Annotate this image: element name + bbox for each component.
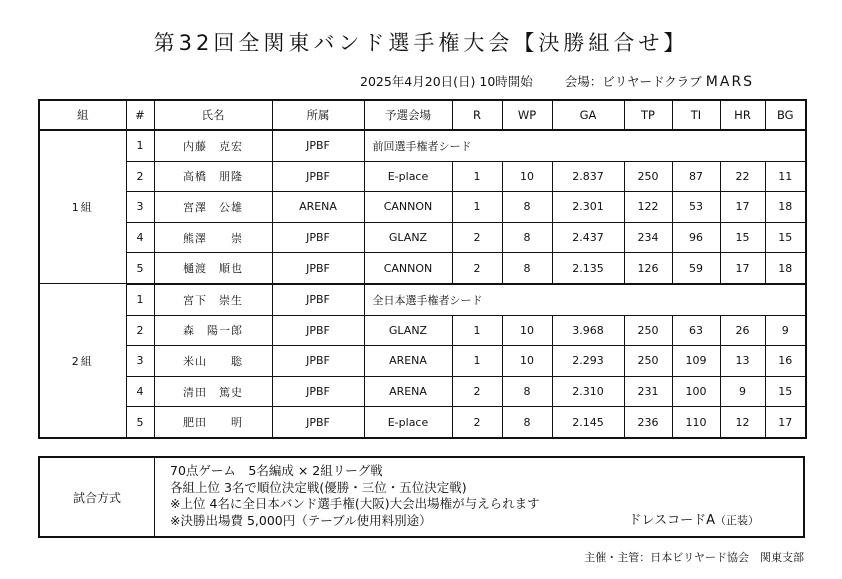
seed-note: 全日本選手権者シード [364,284,806,315]
stat-wp: 8 [502,253,552,284]
stat-r: 1 [452,192,502,223]
header-group: 組 [39,100,126,130]
venue-name: MARS [705,74,755,90]
player-number: 1 [126,284,154,315]
stat-r: 1 [452,161,502,192]
stat-ga: 2.310 [552,376,624,407]
stat-wp: 8 [502,376,552,407]
stat-bg: 11 [765,161,806,192]
stat-bg: 15 [765,222,806,253]
qualifier-venue: ARENA [364,346,452,377]
player-affiliation: JPBF [272,315,364,346]
stat-hr: 9 [720,376,765,407]
page-title: 第32回全関東バンド選手権大会【決勝組合せ】 [153,31,689,55]
bracket-table [38,99,807,439]
table-row [39,376,806,407]
player-number: 3 [126,346,154,377]
rule-line: 70点ゲーム 5名編成 × 2組リーグ戦 [170,463,383,478]
stat-tp: 122 [624,192,672,223]
match-format-details [170,463,540,529]
table-row [39,161,806,192]
stat-hr: 26 [720,315,765,346]
header-r: R [452,100,502,130]
player-affiliation: JPBF [272,222,364,253]
player-name: 肥田 明 [154,407,272,438]
player-affiliation: JPBF [272,284,364,315]
stat-tp: 236 [624,407,672,438]
stat-bg: 9 [765,315,806,346]
dress-code-text: ドレスコードA [628,513,715,528]
stat-ti: 53 [672,192,720,223]
player-name: 宮下 崇生 [154,284,272,315]
player-number: 4 [126,376,154,407]
group-label: 2組 [39,284,126,438]
stat-ga: 2.301 [552,192,624,223]
stat-ga: 3.968 [552,315,624,346]
stat-ti: 110 [672,407,720,438]
stat-hr: 12 [720,407,765,438]
player-name: 宮澤 公雄 [154,192,272,223]
qualifier-venue: CANNON [364,192,452,223]
stat-wp: 8 [502,407,552,438]
player-number: 3 [126,192,154,223]
player-number: 5 [126,253,154,284]
table-row [39,253,806,284]
stat-ga: 2.437 [552,222,624,253]
qualifier-venue: CANNON [364,253,452,284]
stat-ti: 63 [672,315,720,346]
player-affiliation: JPBF [272,253,364,284]
player-name: 熊澤 崇 [154,222,272,253]
match-format-box [38,456,805,538]
stat-ti: 100 [672,376,720,407]
group-label: 1組 [39,130,126,284]
dress-code-note: （正装） [715,514,759,527]
stat-tp: 250 [624,315,672,346]
player-name: 内藤 克宏 [154,130,272,161]
player-affiliation: ARENA [272,192,364,223]
stat-tp: 126 [624,253,672,284]
player-number: 1 [126,130,154,161]
table-row [39,130,806,161]
stat-hr: 17 [720,253,765,284]
stat-bg: 18 [765,253,806,284]
stat-r: 2 [452,253,502,284]
stat-ti: 59 [672,253,720,284]
table-row [39,284,806,315]
header-number: # [126,100,154,130]
stat-tp: 250 [624,346,672,377]
qualifier-venue: GLANZ [364,315,452,346]
player-affiliation: JPBF [272,407,364,438]
qualifier-venue: GLANZ [364,222,452,253]
header-bg: BG [765,100,806,130]
player-number: 5 [126,407,154,438]
stat-r: 1 [452,346,502,377]
rule-line: 各組上位 3名で順位決定戦(優勝・三位・五位決定戦) [170,479,467,495]
seed-note: 前回選手権者シード [364,130,806,161]
stat-hr: 15 [720,222,765,253]
stat-bg: 17 [765,407,806,438]
stat-hr: 13 [720,346,765,377]
venue-label: 会場：ビリヤードクラブ [564,74,702,89]
player-affiliation: JPBF [272,130,364,161]
stat-bg: 18 [765,192,806,223]
stat-ti: 109 [672,346,720,377]
stat-ga: 2.293 [552,346,624,377]
stat-r: 2 [452,222,502,253]
stat-ga: 2.145 [552,407,624,438]
table-row [39,315,806,346]
stat-wp: 8 [502,222,552,253]
rule-line: ※上位 4名に全日本バンド選手権(大阪)大会出場権が与えられます [170,496,540,511]
header-tp: TP [624,100,672,130]
player-affiliation: JPBF [272,376,364,407]
header-name: 氏名 [154,100,272,130]
stat-wp: 10 [502,161,552,192]
stat-tp: 234 [624,222,672,253]
stat-ti: 96 [672,222,720,253]
player-name: 高橋 朋隆 [154,161,272,192]
stat-hr: 17 [720,192,765,223]
header-ga: GA [552,100,624,130]
date-time: 2025年4月20日(日) 10時開始 [360,74,533,89]
stat-wp: 10 [502,315,552,346]
match-format-label: 試合方式 [40,458,155,536]
stat-wp: 8 [502,192,552,223]
player-name: 森 陽一郎 [154,315,272,346]
stat-tp: 231 [624,376,672,407]
header-ti: TI [672,100,720,130]
stat-bg: 15 [765,376,806,407]
stat-bg: 16 [765,346,806,377]
header-hr: HR [720,100,765,130]
player-number: 2 [126,161,154,192]
stat-r: 2 [452,376,502,407]
player-name: 樋渡 順也 [154,253,272,284]
player-name: 米山 聡 [154,346,272,377]
table-header [39,100,806,130]
qualifier-venue: E-place [364,161,452,192]
player-number: 4 [126,222,154,253]
player-affiliation: JPBF [272,346,364,377]
stat-hr: 22 [720,161,765,192]
table-row [39,192,806,223]
stat-ti: 87 [672,161,720,192]
rule-line: ※決勝出場費 5,000円（テーブル使用料別途） [170,512,432,528]
qualifier-venue: E-place [364,407,452,438]
header-wp: WP [502,100,552,130]
table-row [39,407,806,438]
player-name: 清田 篤史 [154,376,272,407]
stat-r: 2 [452,407,502,438]
stat-ga: 2.837 [552,161,624,192]
stat-wp: 10 [502,346,552,377]
table-row [39,346,806,377]
stat-ga: 2.135 [552,253,624,284]
table-row [39,222,806,253]
header-qualifier-venue: 予選会場 [364,100,452,130]
player-number: 2 [126,315,154,346]
organizer-footer: 主催・主管：日本ビリヤード協会 関東支部 [584,551,804,564]
dress-code [628,509,759,528]
stat-tp: 250 [624,161,672,192]
player-affiliation: JPBF [272,161,364,192]
qualifier-venue: ARENA [364,376,452,407]
stat-r: 1 [452,315,502,346]
header-affiliation: 所属 [272,100,364,130]
event-info [360,72,810,90]
